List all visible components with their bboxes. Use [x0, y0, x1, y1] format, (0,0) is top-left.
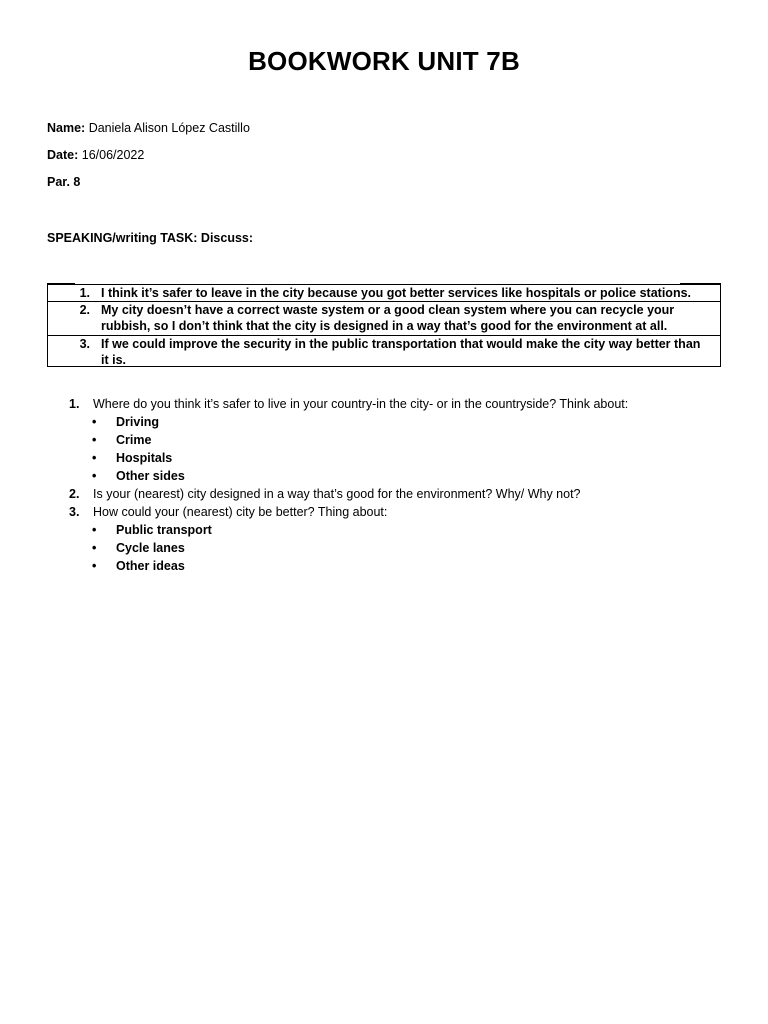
bullet-text: Other ideas	[116, 559, 185, 573]
bullet-item	[47, 431, 628, 449]
bullet-icon: •	[92, 415, 97, 429]
bullet-icon: •	[92, 451, 97, 465]
bullet-icon: •	[92, 523, 97, 537]
name-value: Daniela Alison López Castillo	[88, 121, 250, 135]
par-line: Par. 8	[47, 175, 81, 189]
bullet-item	[47, 467, 628, 485]
bullet-icon: •	[92, 541, 97, 555]
date-label: Date:	[47, 148, 79, 162]
question-list	[47, 395, 628, 575]
bullet-text: Other sides	[116, 469, 185, 483]
bullet-icon: •	[92, 469, 97, 483]
question-item	[47, 485, 628, 503]
answer-text: My city doesn’t have a correct waste system or a good clean system where you can recycle your rubbish, so I don’t think that the city is designed in a way that’s good for the environment at all.	[101, 303, 675, 333]
bullet-item	[47, 557, 628, 575]
bullet-item	[47, 413, 628, 431]
answer-number: 2.	[79, 303, 90, 317]
bullet-item	[47, 449, 628, 467]
question-number: 3.	[69, 505, 80, 519]
answer-text: I think it’s safer to leave in the city because you got better services like hospitals or police stations.	[101, 286, 692, 300]
name-line	[47, 121, 250, 135]
bullet-text: Cycle lanes	[116, 541, 185, 555]
bullet-icon: •	[92, 559, 97, 573]
answer-number: 1.	[79, 286, 90, 300]
question-item	[47, 503, 628, 521]
date-value: 16/06/2022	[81, 148, 145, 162]
question-text: How could your (nearest) city be better? Thing about:	[93, 505, 388, 519]
answer-box	[47, 284, 721, 367]
question-number: 2.	[69, 487, 80, 501]
bullet-text: Public transport	[116, 523, 212, 537]
question-text: Is your (nearest) city designed in a way that’s good for the environment? Why/ Why not?	[93, 487, 581, 501]
bullet-item	[47, 521, 628, 539]
bullet-icon: •	[92, 433, 97, 447]
document-title: BOOKWORK UNIT 7B	[248, 46, 520, 76]
task-heading: SPEAKING/writing TASK: Discuss:	[47, 231, 254, 245]
bullet-text: Hospitals	[116, 451, 173, 465]
answer-number: 3.	[79, 337, 90, 351]
answer-text: If we could improve the security in the public transportation that would make the city way better than it is.	[101, 337, 701, 367]
bullet-text: Driving	[116, 415, 160, 429]
question-text: Where do you think it’s safer to live in your country-in the city- or in the countryside? Think about:	[93, 397, 629, 411]
question-item	[47, 395, 628, 413]
question-number: 1.	[69, 397, 80, 411]
bullet-item	[47, 539, 628, 557]
bullet-text: Crime	[116, 433, 152, 447]
date-line	[47, 148, 144, 162]
name-label: Name:	[47, 121, 86, 135]
